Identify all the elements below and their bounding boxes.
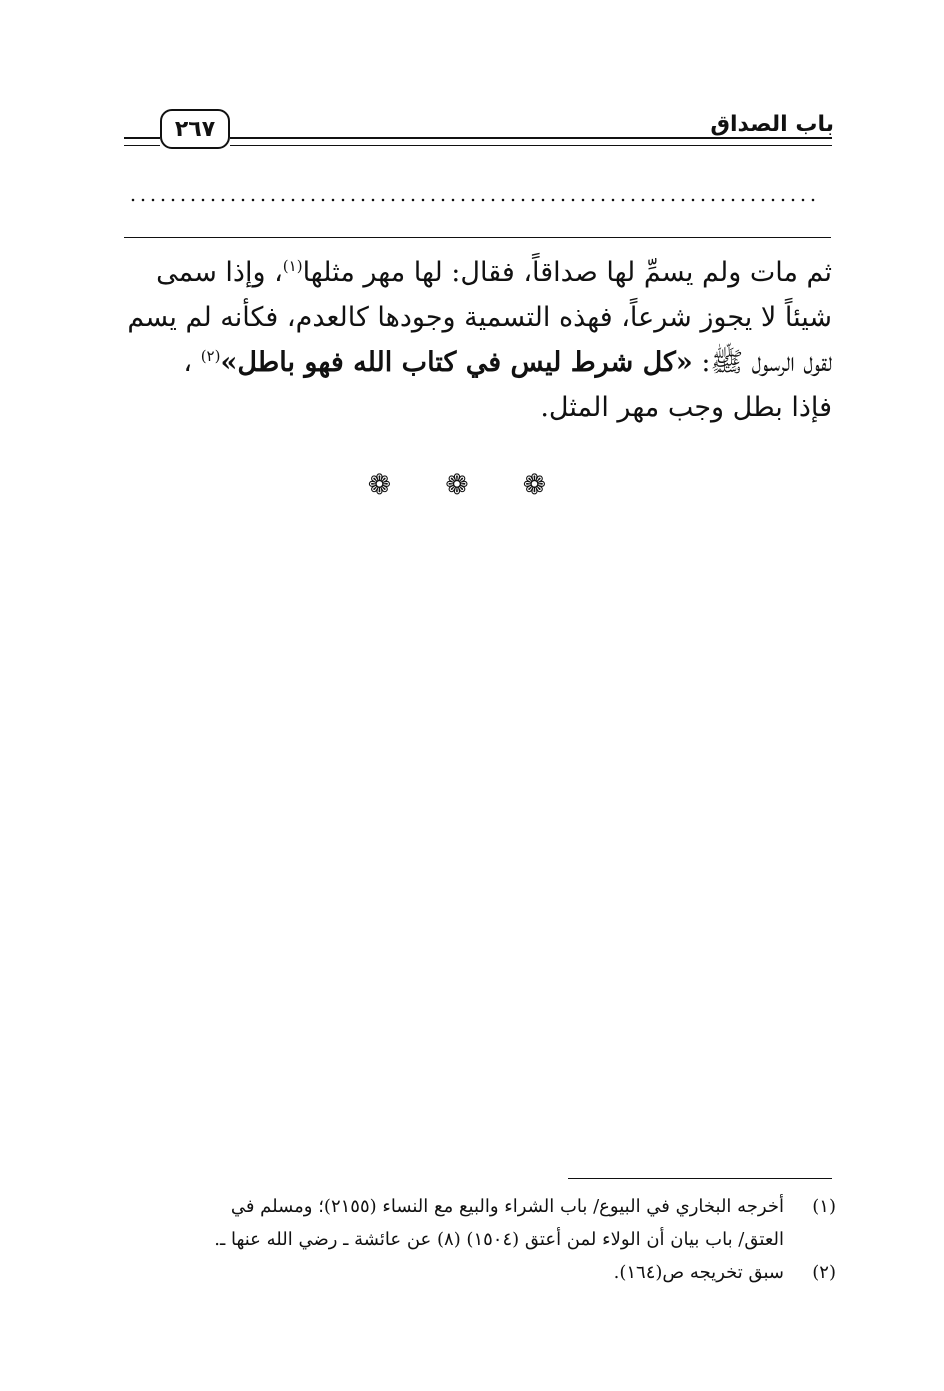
body-line-3 bbox=[112, 340, 832, 385]
footnote-separator bbox=[568, 1178, 832, 1179]
footnote-1 bbox=[116, 1190, 836, 1256]
body-paragraph bbox=[112, 250, 832, 430]
footnote-1-line-2: العتق/ باب بيان أن الولاء لمن أعتق (١٥٠٤) (٨) عن عائشة ـ رضي الله عنها ـ. bbox=[214, 1229, 784, 1250]
footnote-2-line-1: سبق تخريجه ص(١٦٤). bbox=[613, 1262, 784, 1283]
footnote-1-line-1: أخرجه البخاري في البيوع/ باب الشراء والبيع مع النساء (٢١٥٥)؛ ومسلم في bbox=[230, 1196, 784, 1217]
footnote-number: (٢) bbox=[812, 1262, 836, 1283]
footnote-ref-2: (٢) bbox=[200, 347, 221, 365]
body-line-3-tail: ، bbox=[183, 347, 193, 378]
ornament-icon: ❁ bbox=[445, 468, 499, 501]
section-ornaments bbox=[0, 468, 944, 501]
body-line-1-tail: ، وإذا سمى bbox=[156, 257, 283, 288]
page-number: ٢٦٧ bbox=[174, 116, 216, 142]
body-top-rule bbox=[124, 237, 831, 238]
page-number-badge bbox=[160, 109, 230, 149]
header-rule-left-bottom bbox=[124, 145, 160, 146]
footnote-2 bbox=[116, 1256, 836, 1289]
footnote-text bbox=[116, 1190, 784, 1256]
header-rule-right-bottom bbox=[230, 145, 832, 146]
dotted-separator bbox=[128, 198, 818, 202]
ornament-icon: ❁ bbox=[367, 468, 422, 501]
ornament-icon: ❁ bbox=[522, 468, 577, 501]
body-line-2: شيئاً لا يجوز شرعاً، فهذه التسمية وجودها كالعدم، فكأنه لم يسم bbox=[127, 302, 832, 333]
header-rule-left-top bbox=[124, 137, 160, 139]
body-line-4: فإذا بطل وجب مهر المثل. bbox=[540, 392, 832, 423]
footnotes bbox=[116, 1190, 836, 1289]
body-line-3-pre: لقول الرسول ﷺ: bbox=[692, 347, 832, 378]
header-rule-right-top bbox=[230, 137, 832, 139]
footnote-number: (١) bbox=[812, 1196, 836, 1217]
body-line-1 bbox=[112, 250, 832, 295]
footnote-ref-1: (١) bbox=[282, 257, 303, 275]
chapter-title: باب الصداق bbox=[710, 112, 834, 137]
body-line-1-text: ثم مات ولم يسمِّ لها صداقاً، فقال: لها مهر مثلها bbox=[302, 257, 832, 288]
hadith-quote: «كل شرط ليس في كتاب الله فهو باطل» bbox=[220, 347, 693, 378]
footnote-text bbox=[116, 1256, 784, 1289]
